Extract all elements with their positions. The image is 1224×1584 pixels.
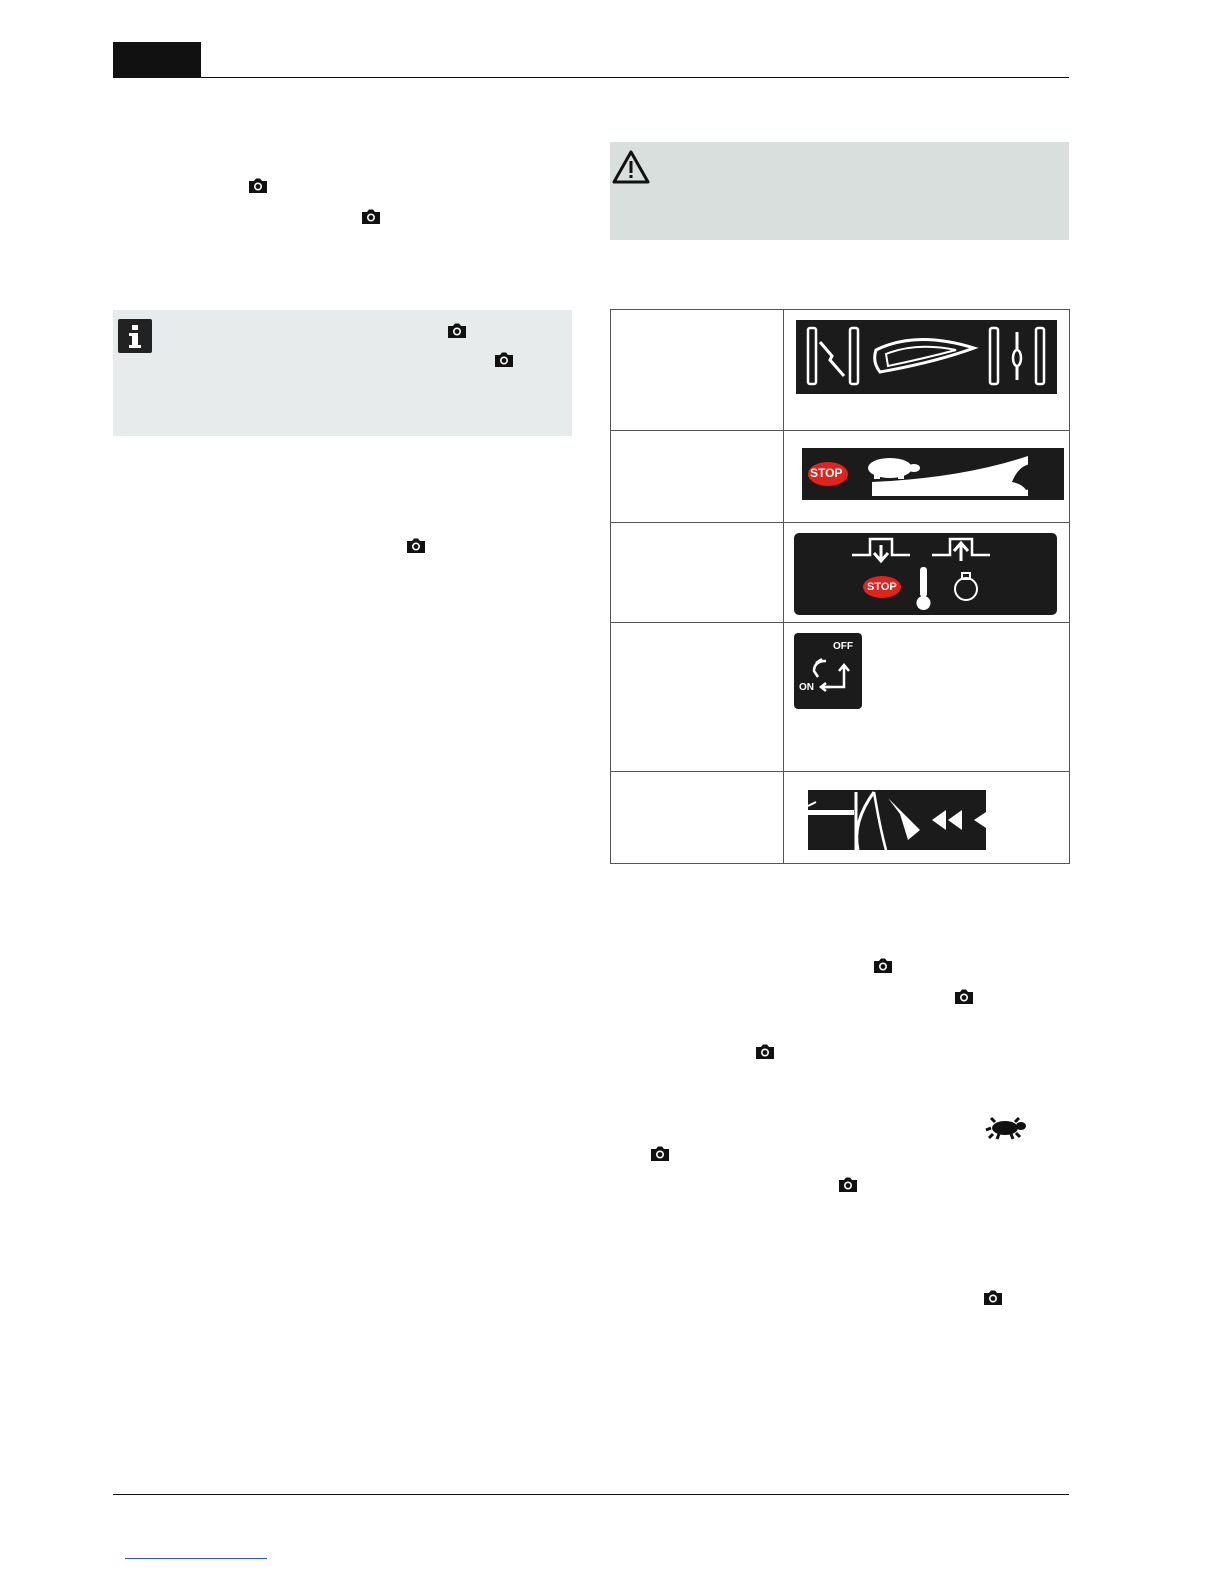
footer-link[interactable] [125,1558,267,1559]
camera-icon [953,989,975,1004]
camera-icon [837,1177,859,1192]
camera-icon [405,538,427,553]
symbol-label [611,772,784,864]
camera-icon [754,1044,776,1059]
stop-label: STOP [810,466,843,480]
info-note-box [113,310,572,436]
table-row [611,310,1070,431]
symbol-label [611,623,784,772]
symbol-cell [784,431,1070,523]
symbol-cell [784,523,1070,623]
throttle-choke-decal [796,320,1057,394]
symbol-cell [784,772,1070,864]
symbol-cell [784,310,1070,431]
symbol-label [611,310,784,431]
table-row [611,623,1070,772]
header-tab [113,42,201,78]
info-icon [118,319,152,353]
warning-box [610,142,1069,240]
warning-icon [612,150,650,189]
camera-icon [982,1290,1004,1305]
symbol-label [611,431,784,523]
camera-icon [649,1146,671,1161]
stop-label: STOP [867,581,897,593]
camera-icon [247,178,269,193]
symbol-label [611,523,784,623]
reverse-mowing-decal [808,788,988,852]
on-label: ON [799,682,814,693]
camera-icon [493,352,515,367]
turtle-icon [985,1116,1027,1140]
table-row [611,772,1070,864]
table-row [611,523,1070,623]
header-rule [113,77,1069,78]
speed-decal [802,448,1064,500]
footer-rule [113,1494,1069,1495]
off-label: OFF [833,641,853,652]
camera-icon [360,209,382,224]
symbol-cell [784,623,1070,772]
camera-icon [872,958,894,973]
depth-control-decal [794,533,1057,615]
table-row [611,431,1070,523]
camera-icon [446,323,468,338]
pto-switch-decal [794,633,862,709]
symbol-table [610,309,1070,864]
